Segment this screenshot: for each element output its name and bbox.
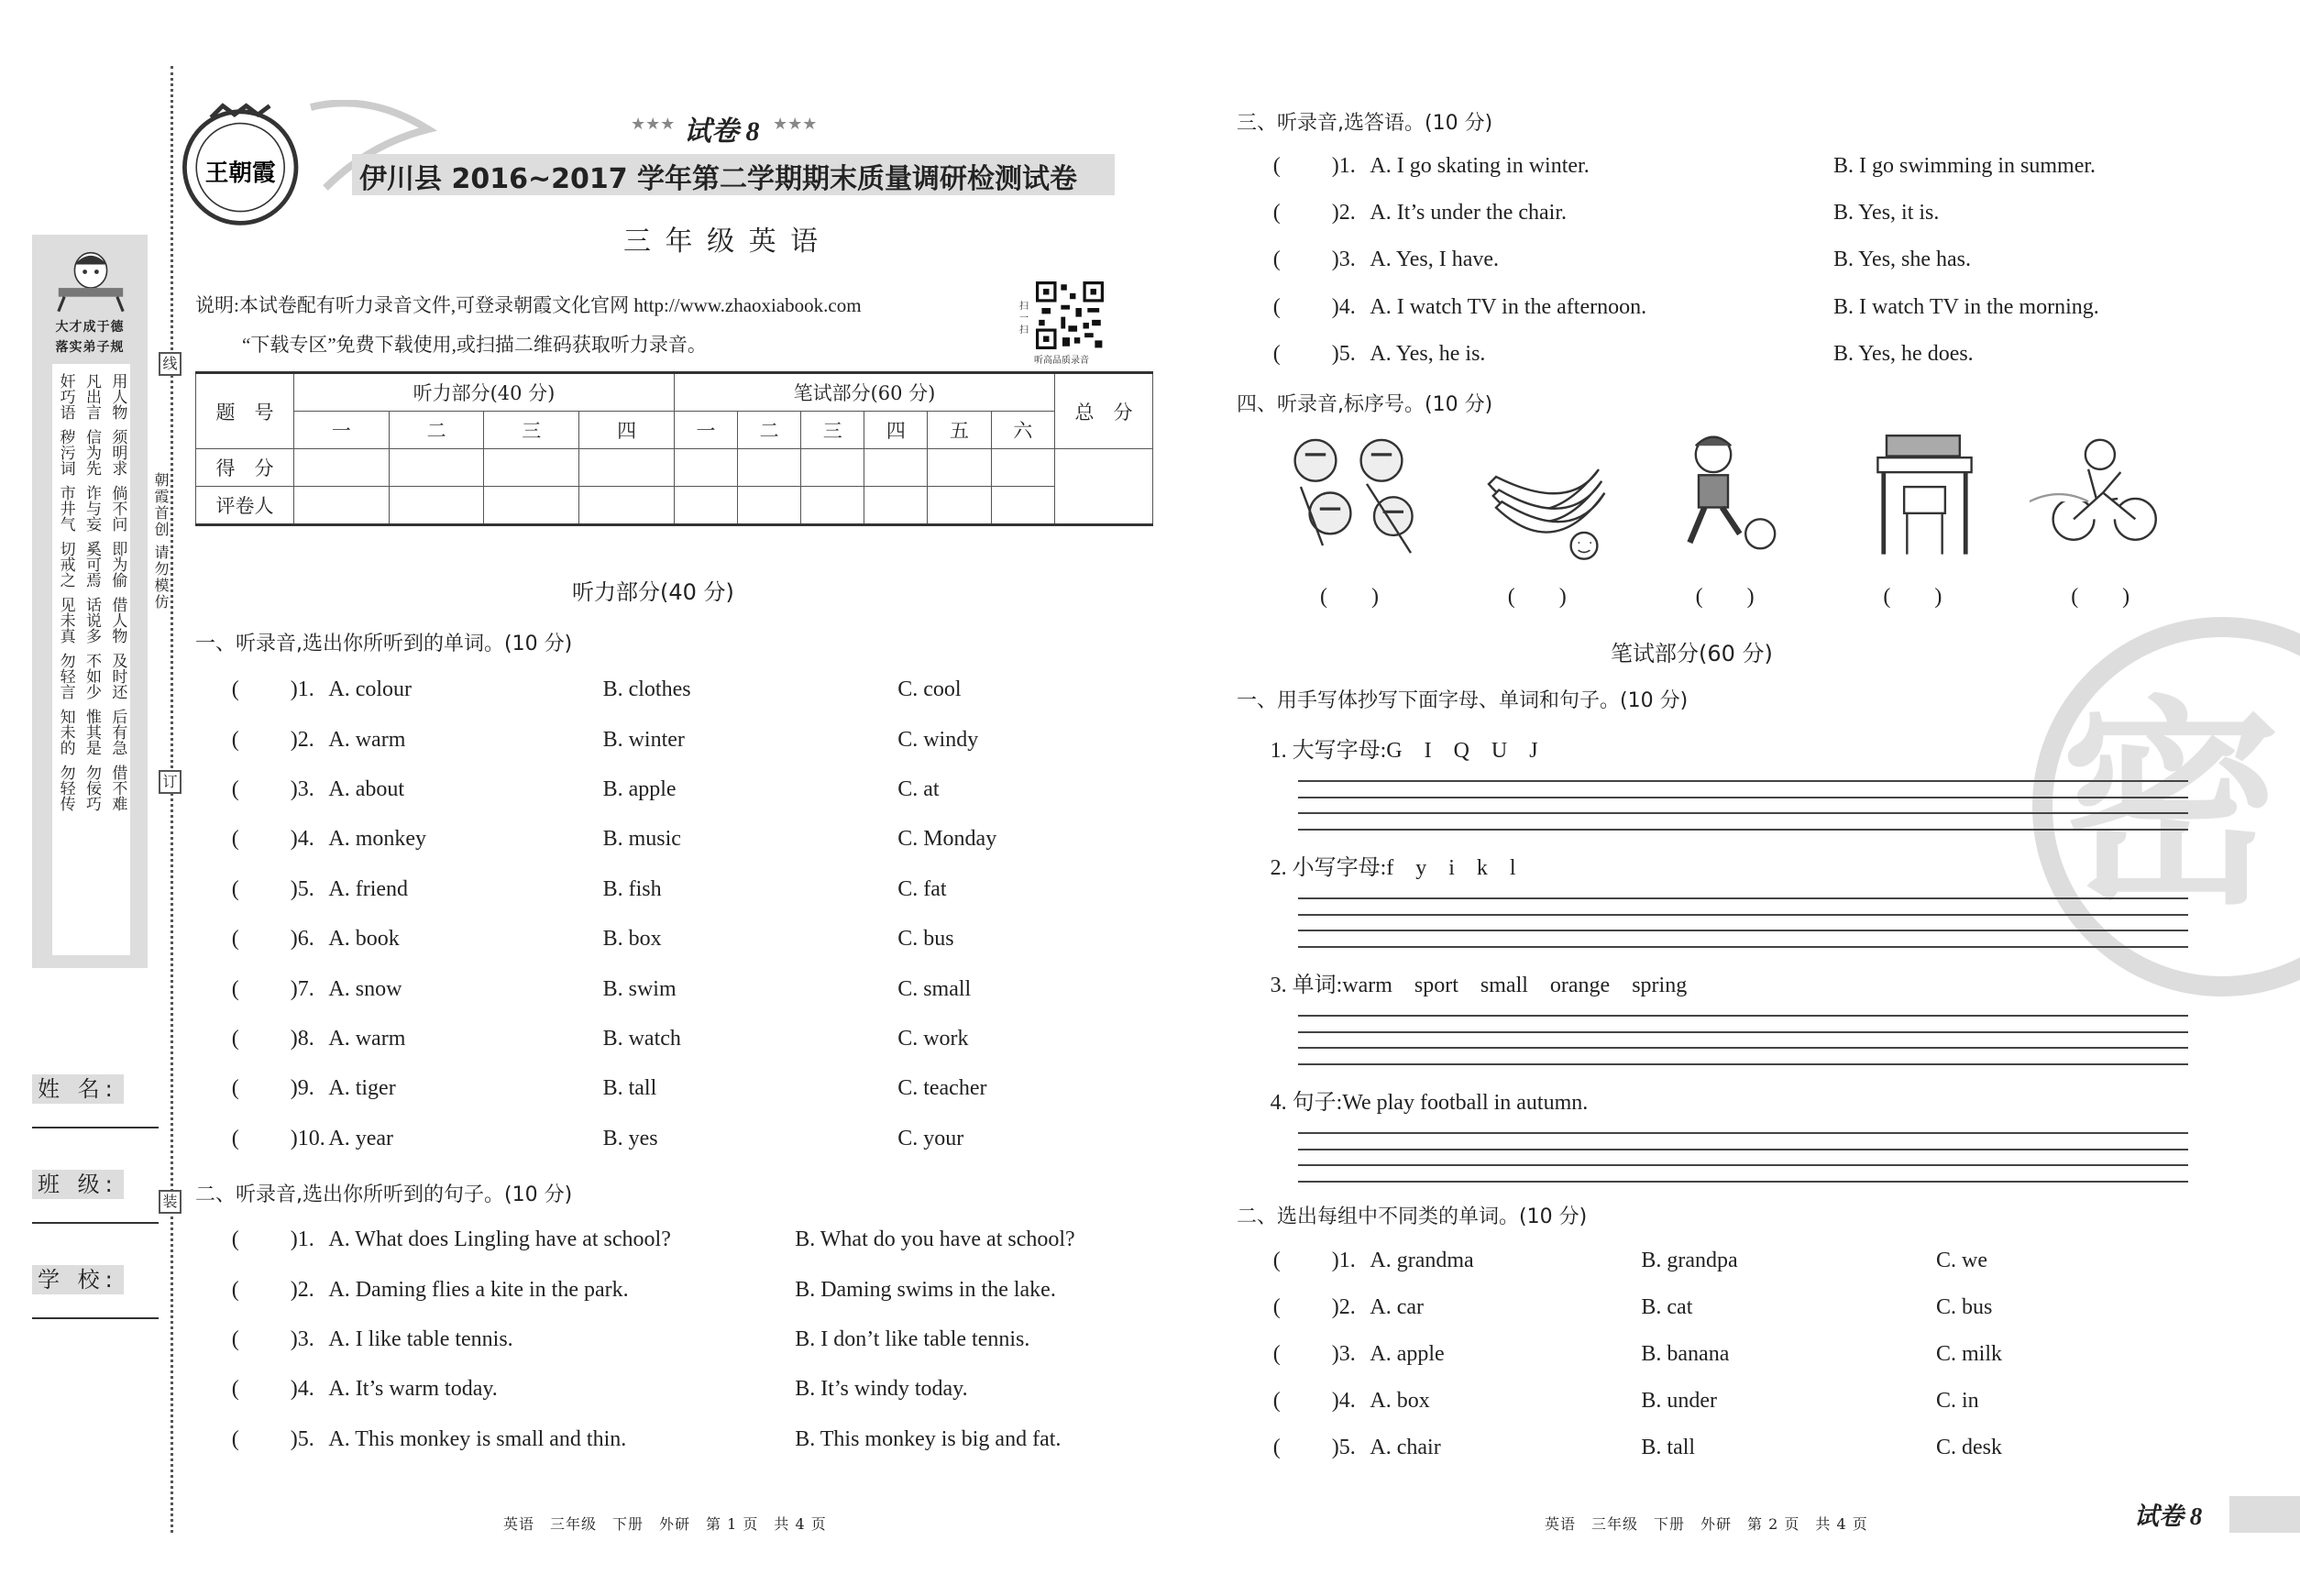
header-question-no: 题 号 [196, 373, 294, 449]
option-a: A. I like table tennis. [328, 1327, 513, 1351]
option-b: B. cat [1641, 1294, 1693, 1319]
question-number: )1. [1331, 154, 1356, 178]
answer-bracket-open[interactable]: ( [1272, 1436, 1281, 1460]
answer-bracket-open[interactable]: ( [1272, 1248, 1281, 1272]
option-a: A. I watch TV in the afternoon. [1370, 294, 1647, 319]
answer-bracket-open[interactable]: ( [1272, 248, 1281, 272]
option-b: B. swim [602, 976, 677, 1001]
poem-column: 惟其是 [82, 709, 101, 755]
score-cell[interactable] [484, 487, 579, 525]
answer-bracket-open[interactable]: ( [231, 876, 239, 901]
score-cell[interactable] [294, 487, 390, 525]
score-cell[interactable] [389, 449, 484, 487]
answer-bracket-open[interactable]: ( [1272, 1389, 1281, 1414]
score-cell[interactable] [864, 449, 928, 487]
option-a: A. warm [328, 1027, 406, 1051]
binding-dotted-line [171, 66, 173, 1533]
option-a: A. book [328, 927, 400, 952]
question-number: )1. [290, 1227, 314, 1252]
picture-answer-bracket[interactable]: ( ) [1320, 585, 1379, 610]
poem-group [52, 429, 130, 476]
option-b: B. watch [602, 1027, 681, 1051]
bananas-picture [1481, 440, 1613, 569]
writing-col-header: 一 [674, 412, 737, 449]
footer-right: 英语 三年级 下册 外研 第 2 页 共 4 页 [1545, 1515, 1868, 1533]
writing-part-title: 笔试部分(60 分) [1611, 641, 1773, 666]
handwriting-line[interactable] [1298, 914, 2188, 916]
question-number: )10. [290, 1126, 325, 1150]
option-b: B. banana [1641, 1342, 1730, 1366]
poem-column: 勿轻传 [56, 765, 75, 811]
section-1-title: 一、听录音,选出你所听到的单词。(10 分) [195, 633, 573, 655]
question-number: )2. [1331, 1294, 1356, 1319]
boy-football-picture [1669, 428, 1787, 557]
question-number: )5. [1331, 1436, 1356, 1460]
option-b: B. under [1641, 1389, 1718, 1414]
answer-bracket-open[interactable]: ( [231, 1126, 239, 1150]
poem-group [52, 765, 130, 811]
question-number: )2. [1331, 201, 1356, 226]
picture-answer-bracket[interactable]: ( ) [2071, 585, 2130, 610]
writing-col-header: 二 [738, 412, 801, 449]
score-cell[interactable] [738, 487, 801, 525]
option-a: A. friend [328, 876, 409, 901]
option-c: C. milk [1936, 1342, 2003, 1366]
poem-group [52, 541, 130, 588]
option-a: A. I go skating in winter. [1370, 154, 1590, 178]
option-b: B. yes [602, 1126, 658, 1150]
picture-answer-bracket[interactable]: ( ) [1695, 585, 1755, 610]
question-number: )2. [290, 1277, 314, 1302]
option-a: A. This monkey is small and thin. [328, 1426, 627, 1451]
exam-title: 伊川县 2016~2017 学年第二学期期末质量调研检测试卷 [359, 163, 1078, 195]
option-b: B. music [602, 827, 681, 852]
answer-bracket-open[interactable]: ( [231, 1327, 239, 1351]
option-a: A. warm [328, 727, 406, 752]
answer-bracket-open[interactable]: ( [231, 976, 239, 1001]
poem-column: 凡出言 [82, 373, 101, 420]
exam-subtitle: 三 年 级 英 语 [623, 226, 821, 258]
name-field[interactable] [32, 1071, 159, 1103]
option-c: C. cool [897, 677, 962, 702]
sidebar-dizigui [32, 235, 148, 968]
option-a: A. Yes, I have. [1370, 248, 1500, 272]
handwriting-line[interactable] [1298, 780, 2188, 782]
handwriting-line[interactable] [1298, 829, 2188, 831]
handwriting-line[interactable] [1298, 1164, 2188, 1166]
option-c: C. windy [897, 727, 979, 752]
class-line[interactable] [32, 1222, 159, 1224]
option-a: A. snow [328, 976, 402, 1001]
dizigui-poem [52, 364, 130, 955]
option-a: A. What does Lingling have at school? [328, 1227, 671, 1252]
qr-code-icon[interactable] [1036, 281, 1104, 349]
handwriting-line[interactable] [1298, 1047, 2188, 1049]
option-a: A. grandma [1370, 1248, 1474, 1272]
question-number: )9. [290, 1076, 314, 1101]
name-label: 姓 名: [32, 1074, 124, 1104]
poem-column: 用人物 [108, 373, 127, 420]
poem-column: 借人物 [108, 597, 127, 644]
option-b: B. box [602, 927, 662, 952]
header-total: 总 分 [1055, 373, 1153, 449]
writing-col-header: 六 [991, 412, 1054, 449]
picture-answer-bracket[interactable]: ( ) [1507, 585, 1567, 610]
question-number: )5. [290, 876, 314, 901]
poem-column: 不如少 [82, 653, 101, 699]
copy-prompt: 1. 大写字母:G I Q U J [1270, 739, 1538, 764]
option-a: A. tiger [328, 1076, 396, 1101]
score-cell[interactable] [864, 487, 928, 525]
option-a: A. chair [1370, 1436, 1441, 1460]
poem-column: 奸巧语 [56, 373, 75, 420]
answer-bracket-open[interactable]: ( [231, 777, 239, 801]
binding-marker-line: 线 [159, 352, 182, 376]
score-cell[interactable] [579, 449, 675, 487]
answer-bracket-open[interactable]: ( [231, 1076, 239, 1101]
option-a: A. car [1370, 1294, 1425, 1319]
writing-section-2-title: 二、选出每组中不同类的单词。(10 分) [1237, 1205, 1588, 1228]
option-b: B. This monkey is big and fat. [795, 1426, 1062, 1451]
score-cell[interactable] [484, 449, 579, 487]
score-cell[interactable] [579, 487, 675, 525]
writing-col-header: 五 [928, 412, 991, 449]
girl-bike-picture [2030, 428, 2173, 557]
header-writing: 笔试部分(60 分) [674, 373, 1054, 412]
question-number: )3. [290, 777, 314, 801]
question-number: )4. [1331, 1389, 1356, 1414]
handwriting-line[interactable] [1298, 1031, 2188, 1033]
option-b: B. Yes, it is. [1833, 201, 1940, 226]
question-number: )1. [290, 677, 314, 702]
handwriting-line[interactable] [1298, 1181, 2188, 1183]
answer-bracket-open[interactable]: ( [1272, 294, 1281, 319]
option-c: C. bus [1936, 1294, 1993, 1319]
poem-group [52, 485, 130, 532]
total-score-cell[interactable] [1055, 449, 1153, 525]
poem-column: 倘不问 [108, 485, 127, 532]
score-cell[interactable] [928, 487, 991, 525]
listening-col-header: 一 [294, 412, 390, 449]
logo-text: 王朝霞 [204, 160, 276, 187]
question-number: )4. [290, 1377, 314, 1402]
option-a: A. Yes, he is. [1370, 341, 1486, 366]
option-c: C. fat [897, 876, 947, 901]
score-table [195, 371, 1153, 526]
handwriting-line[interactable] [1298, 1015, 2188, 1017]
option-b: B. I don’t like table tennis. [795, 1327, 1030, 1351]
paper-badge: 试卷 8 [684, 116, 760, 147]
option-b: B. It’s windy today. [795, 1377, 968, 1402]
question-number: )5. [290, 1426, 314, 1451]
answer-bracket-open[interactable]: ( [231, 1426, 239, 1451]
handwriting-line[interactable] [1298, 1149, 2188, 1150]
copy-prompt: 4. 句子:We play football in autumn. [1270, 1091, 1589, 1116]
option-c: C. teacher [897, 1076, 987, 1101]
answer-bracket-open[interactable]: ( [231, 927, 239, 952]
question-number: )4. [1331, 294, 1356, 319]
answer-bracket-open[interactable]: ( [1272, 154, 1281, 178]
answer-bracket-open[interactable]: ( [231, 1377, 239, 1402]
poem-group [52, 653, 130, 699]
handwriting-line[interactable] [1298, 1063, 2188, 1065]
option-b: B. grandpa [1641, 1248, 1738, 1272]
answer-bracket-open[interactable]: ( [231, 727, 239, 752]
answer-bracket-open[interactable]: ( [231, 1027, 239, 1051]
question-number: )3. [1331, 1342, 1356, 1366]
answer-bracket-open[interactable]: ( [231, 1277, 239, 1302]
option-c: C. your [897, 1126, 964, 1150]
class-label: 班 级: [32, 1170, 124, 1199]
option-b: B. winter [602, 727, 685, 752]
option-a: A. It’s warm today. [328, 1377, 498, 1402]
confidential-watermark [2024, 616, 2300, 997]
option-b: B. Yes, she has. [1833, 248, 1972, 272]
option-c: C. in [1936, 1389, 1979, 1414]
poem-column: 切戒之 [56, 541, 75, 588]
writing-col-header: 四 [864, 412, 928, 449]
answer-bracket-open[interactable]: ( [1272, 1342, 1281, 1366]
poem-column: 奚可焉 [82, 541, 101, 588]
poem-column: 信为先 [82, 429, 101, 476]
handwriting-line[interactable] [1298, 797, 2188, 798]
answer-bracket-open[interactable]: ( [231, 1227, 239, 1252]
poem-column: 市井气 [56, 485, 75, 532]
option-c: C. desk [1936, 1436, 2002, 1460]
score-cell[interactable] [674, 487, 737, 525]
copy-prompt: 2. 小写字母:f y i k l [1270, 856, 1516, 881]
option-a: A. about [328, 777, 405, 801]
score-row-label: 得 分 [196, 449, 294, 487]
handwriting-line[interactable] [1298, 1132, 2188, 1134]
option-a: A. box [1370, 1389, 1430, 1414]
answer-bracket-open[interactable]: ( [1272, 341, 1281, 366]
name-line[interactable] [32, 1127, 159, 1128]
handwriting-line[interactable] [1298, 946, 2188, 948]
poem-column: 话说多 [82, 597, 101, 644]
question-number: )8. [290, 1027, 314, 1051]
qr-side-text: 扫一扫 [1019, 302, 1029, 336]
question-number: )4. [290, 827, 314, 852]
option-b: B. fish [602, 876, 662, 901]
binding-marker-order: 订 [159, 770, 182, 794]
copy-prompt: 3. 单词:warm sport small orange spring [1270, 974, 1688, 998]
score-cell[interactable] [801, 449, 864, 487]
score-cell[interactable] [294, 449, 390, 487]
option-c: C. small [897, 976, 972, 1001]
question-number: )2. [290, 727, 314, 752]
option-b: B. I watch TV in the morning. [1833, 294, 2099, 319]
tigers-picture [1279, 428, 1425, 557]
option-c: C. work [897, 1027, 969, 1051]
option-c: C. Monday [897, 827, 997, 852]
class-field[interactable] [32, 1166, 159, 1198]
listening-part-title: 听力部分(40 分) [572, 579, 734, 605]
student-reading-icon [47, 244, 135, 314]
poem-group [52, 597, 130, 644]
stars-right: ★★★ [773, 115, 818, 134]
question-number: )3. [1331, 248, 1356, 272]
poem-column: 须明求 [108, 429, 127, 476]
option-b: B. clothes [602, 677, 691, 702]
desk-picture [1872, 428, 1977, 557]
option-b: B. I go swimming in summer. [1833, 154, 2096, 178]
option-c: C. bus [897, 927, 954, 952]
poem-column: 及时还 [108, 653, 127, 699]
question-number: )7. [290, 976, 314, 1001]
section-3-title: 三、听录音,选答语。(10 分) [1237, 112, 1493, 135]
option-b: B. What do you have at school? [795, 1227, 1075, 1252]
motto-line-2: 落实弟子规 [55, 340, 125, 355]
copyright-vertical-note: 朝霞首创 请勿模仿 [152, 472, 170, 611]
section-2-title: 二、听录音,选出你所听到的句子。(10 分) [195, 1183, 573, 1206]
handwriting-line[interactable] [1298, 812, 2188, 814]
option-a: A. It’s under the chair. [1370, 201, 1567, 226]
score-cell[interactable] [801, 487, 864, 525]
poem-column: 勿轻言 [56, 653, 75, 699]
score-cell[interactable] [991, 487, 1054, 525]
score-cell[interactable] [991, 449, 1054, 487]
score-cell[interactable] [738, 449, 801, 487]
answer-bracket-open[interactable]: ( [1272, 1294, 1281, 1319]
poem-column: 后有急 [108, 709, 127, 755]
answer-bracket-open[interactable]: ( [231, 677, 239, 702]
picture-answer-bracket[interactable]: ( ) [1883, 585, 1942, 610]
option-b: B. tall [602, 1076, 657, 1101]
writing-section-1-title: 一、用手写体抄写下面字母、单词和句子。(10 分) [1237, 689, 1689, 712]
motto-line-1: 大才成于德 [55, 320, 125, 335]
option-a: A. apple [1370, 1342, 1445, 1366]
listening-col-header: 四 [579, 412, 675, 449]
writing-col-header: 三 [801, 412, 864, 449]
question-number: )5. [1331, 341, 1356, 366]
score-cell[interactable] [389, 487, 484, 525]
option-b: B. Daming swims in the lake. [795, 1277, 1056, 1302]
answer-bracket-open[interactable]: ( [231, 827, 239, 852]
poem-group [52, 709, 130, 755]
poem-column: 知未的 [56, 709, 75, 755]
option-b: B. Yes, he does. [1833, 341, 1974, 366]
footer-badge: 试卷 8 [2134, 1502, 2203, 1530]
note-line-1: 说明:本试卷配有听力录音文件,可登录朝霞文化官网 http://www.zhaoxiabook.com [195, 294, 862, 316]
score-cell[interactable] [674, 449, 737, 487]
header-listening: 听力部分(40 分) [294, 373, 675, 412]
poem-column: 见未真 [56, 597, 75, 644]
school-field[interactable] [32, 1261, 159, 1293]
poem-column: 勿佞巧 [82, 765, 101, 811]
option-b: B. apple [602, 777, 677, 801]
option-c: C. at [897, 777, 940, 801]
handwriting-line[interactable] [1298, 930, 2188, 931]
school-label: 学 校: [32, 1265, 124, 1294]
option-c: C. we [1936, 1248, 1987, 1272]
option-b: B. tall [1641, 1436, 1696, 1460]
handwriting-line[interactable] [1298, 897, 2188, 899]
poem-column: 借不难 [108, 765, 127, 811]
stars-left: ★★★ [631, 115, 676, 134]
option-a: A. year [328, 1126, 394, 1150]
poem-column: 诈与妄 [82, 485, 101, 532]
grader-row-label: 评卷人 [196, 487, 294, 525]
poem-column: 秽污词 [56, 429, 75, 476]
score-cell[interactable] [928, 449, 991, 487]
answer-bracket-open[interactable]: ( [1272, 201, 1281, 226]
section-4-title: 四、听录音,标序号。(10 分) [1237, 393, 1493, 416]
poem-group [52, 373, 130, 420]
footer-left: 英语 三年级 下册 外研 第 1 页 共 4 页 [503, 1515, 827, 1533]
note-line-2: “下载专区”免费下载使用,或扫描二维码获取听力录音。 [242, 334, 707, 356]
question-number: )6. [290, 927, 314, 952]
listening-col-header: 三 [484, 412, 579, 449]
watermark-text: 密 [2061, 677, 2282, 934]
listening-col-header: 二 [389, 412, 484, 449]
question-number: )1. [1331, 1248, 1356, 1272]
question-number: )3. [290, 1327, 314, 1351]
school-line[interactable] [32, 1317, 159, 1319]
option-a: A. Daming flies a kite in the park. [328, 1277, 629, 1302]
binding-marker-bind: 装 [159, 1190, 182, 1214]
option-a: A. colour [328, 677, 413, 702]
option-a: A. monkey [328, 827, 427, 852]
poem-column: 即为偷 [108, 541, 127, 588]
qr-caption: 听高品质录音 [1034, 356, 1089, 366]
